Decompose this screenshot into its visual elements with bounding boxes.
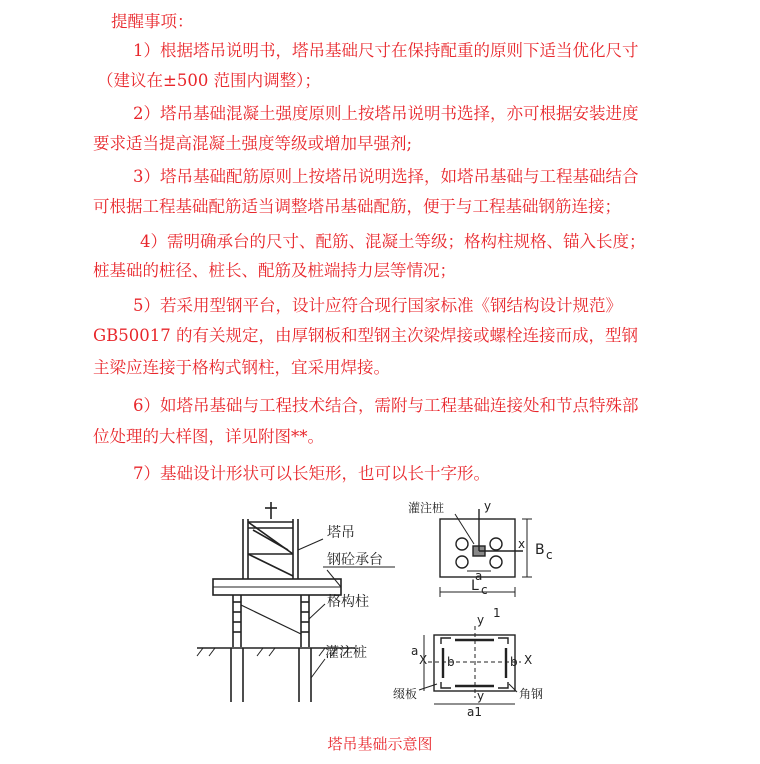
label-axis-x: x	[518, 537, 526, 551]
label-cap: 钢砼承台	[327, 552, 383, 568]
item-7-line-1: 7）基础设计形状可以长矩形，也可以长十字形。	[133, 464, 490, 483]
label-dim-b-sub: c	[546, 548, 553, 562]
label-sec-b-right: b	[510, 655, 518, 669]
label-sec-y-bottom: y	[477, 689, 485, 703]
item-6-line-1: 6）如塔吊基础与工程技术结合，需附与工程基础连接处和节点特殊部	[133, 396, 639, 415]
tower-crane-mast	[243, 502, 298, 579]
item-4-line-1: 4）需明确承台的尺寸、配筋、混凝土等级；格构柱规格、锚入长度；	[140, 232, 646, 251]
label-axis-y: y	[484, 499, 492, 513]
tower-crane-foundation-diagram	[175, 492, 575, 720]
label-sec-a1: a1	[467, 705, 482, 719]
label-tower-crane: 塔吊	[327, 525, 355, 541]
label-sec-plate: 缀板	[393, 687, 418, 701]
item-2-line-1: 2）塔吊基础混凝土强度原则上按塔吊说明书选择，亦可根据安装进度	[133, 104, 639, 123]
item-5-line-1: 5）若采用型钢平台，设计应符合现行国家标准《钢结构设计规范》	[133, 296, 622, 315]
label-dim-b: B	[535, 542, 545, 558]
section-view	[419, 626, 521, 704]
item-1-line-1: 1）根据塔吊说明书，塔吊基础尺寸在保持配重的原则下适当优化尺寸	[133, 41, 639, 60]
label-sec-1: 1	[493, 606, 501, 620]
label-dim-l: L	[471, 578, 479, 594]
label-plan-pile: 灌注桩	[408, 501, 445, 515]
bored-piles	[231, 648, 311, 702]
label-sec-angle: 角钢	[519, 687, 544, 701]
label-sec-x-left: X	[419, 653, 428, 667]
item-6-line-2: 位处理的大样图，详见附图**。	[93, 427, 324, 446]
item-3-line-1: 3）塔吊基础配筋原则上按塔吊说明选择，如塔吊基础与工程基础结合	[133, 167, 639, 186]
item-5-line-3: 主梁应连接于格构式钢柱，宜采用焊接。	[93, 358, 390, 377]
item-3-line-2: 可根据工程基础配筋适当调整塔吊基础配筋，便于与工程基础钢筋连接；	[93, 197, 621, 216]
label-dim-a: a	[475, 569, 483, 583]
lattice-columns	[233, 595, 309, 647]
item-4-line-2: 桩基础的桩径、桩长、配筋及桩端持力层等情况；	[93, 261, 456, 280]
label-bored-pile: 灌注桩	[325, 645, 367, 661]
label-sec-b-left: b	[447, 655, 455, 669]
item-5-line-2: GB50017 的有关规定，由厚钢板和型钢主次梁焊接或螺栓连接而成，型钢	[93, 326, 639, 345]
label-sec-x-right: X	[524, 653, 533, 667]
label-sec-y-top: y	[477, 613, 485, 627]
label-lattice-column: 格构柱	[327, 594, 369, 610]
label-sec-a: a	[411, 644, 419, 658]
label-dim-l-sub: c	[481, 583, 488, 597]
item-2-line-2: 要求适当提高混凝土强度等级或增加早强剂;	[93, 134, 413, 153]
notes-heading: 提醒事项：	[111, 12, 194, 31]
item-1-line-2: （建议在±500 范围内调整）；	[97, 71, 321, 90]
diagram-caption: 塔吊基础示意图	[327, 735, 433, 753]
